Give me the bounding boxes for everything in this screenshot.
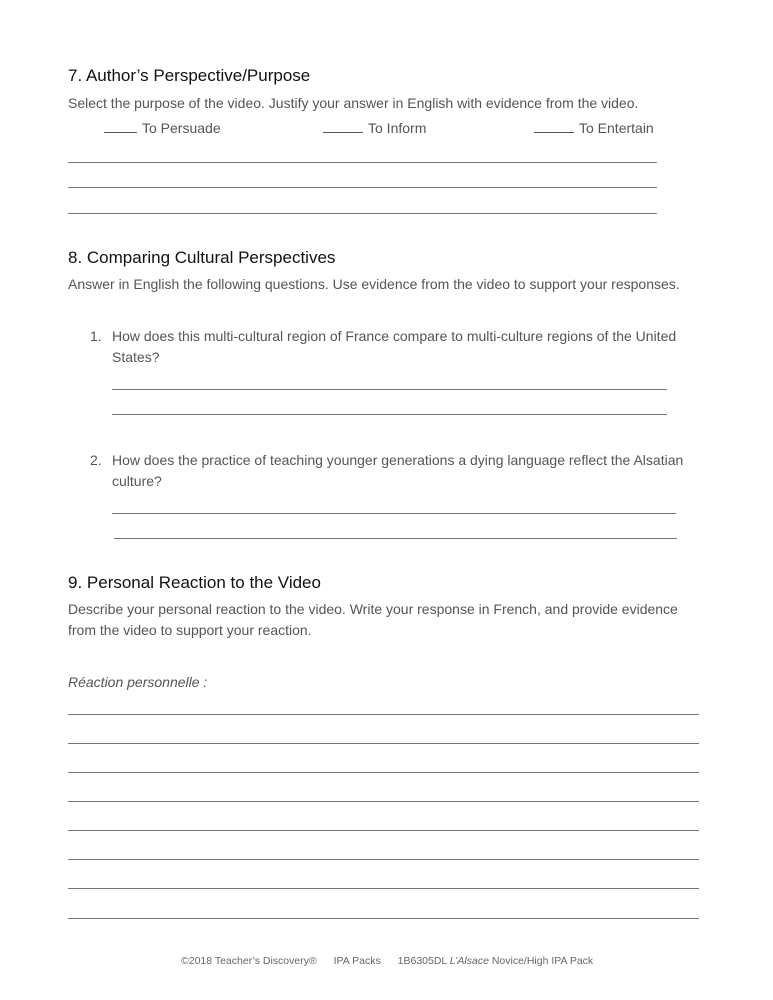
section-9-instructions-cont: from the video to support your reaction. xyxy=(68,622,312,638)
section-8-heading: 8. Comparing Cultural Perspectives xyxy=(68,248,336,267)
answer-line[interactable] xyxy=(68,801,699,802)
answer-line[interactable] xyxy=(68,743,699,744)
answer-line[interactable] xyxy=(68,888,699,889)
answer-blank[interactable] xyxy=(104,120,137,133)
footer-copyright: ©2018 Teacher’s Discovery® xyxy=(181,955,317,967)
question-2-text-cont: culture? xyxy=(112,473,162,489)
answer-line[interactable] xyxy=(68,772,699,773)
question-1-text: How does this multi-cultural region of France compare to multi-culture regions of the United xyxy=(112,328,677,344)
section-8-instructions: Answer in English the following questions. Use evidence from the video to support your responses. xyxy=(68,276,680,292)
footer-title-italic: L’Alsace xyxy=(449,955,489,967)
footer xyxy=(181,955,593,967)
footer-series: IPA Packs xyxy=(333,955,381,967)
answer-line[interactable] xyxy=(68,859,699,860)
answer-line[interactable] xyxy=(112,414,667,415)
section-9-heading: 9. Personal Reaction to the Video xyxy=(68,573,321,592)
answer-line[interactable] xyxy=(68,714,699,715)
answer-line[interactable] xyxy=(114,538,677,539)
question-2-number: 2. xyxy=(90,452,102,468)
question-2-text: How does the practice of teaching younger generations a dying language reflect the Alsatian xyxy=(112,452,684,468)
answer-line[interactable] xyxy=(68,162,657,163)
answer-line[interactable] xyxy=(68,187,657,188)
option-label: To Entertain xyxy=(579,120,654,136)
option-inform[interactable] xyxy=(323,118,426,139)
footer-title: Novice/High IPA Pack xyxy=(491,955,594,967)
answer-blank[interactable] xyxy=(534,120,574,133)
option-label: To Persuade xyxy=(142,120,221,136)
section-9-instructions: Describe your personal reaction to the video. Write your response in French, and provide evidence xyxy=(68,601,678,617)
answer-line[interactable] xyxy=(68,918,699,919)
answer-line[interactable] xyxy=(68,213,657,214)
section-7-heading: 7. Author’s Perspective/Purpose xyxy=(68,66,311,85)
answer-line[interactable] xyxy=(112,513,676,514)
option-entertain[interactable] xyxy=(534,118,654,139)
answer-line[interactable] xyxy=(112,389,667,390)
answer-line[interactable] xyxy=(68,830,699,831)
option-persuade[interactable] xyxy=(104,118,221,139)
question-1-text-cont: States? xyxy=(112,349,160,365)
answer-blank[interactable] xyxy=(323,120,363,133)
section-7-instructions: Select the purpose of the video. Justify your answer in English with evidence from the video. xyxy=(68,95,639,111)
reaction-label: Réaction personnelle : xyxy=(68,674,208,690)
question-1-number: 1. xyxy=(90,328,102,344)
footer-code: 1B6305DL xyxy=(397,955,447,967)
option-label: To Inform xyxy=(368,120,427,136)
